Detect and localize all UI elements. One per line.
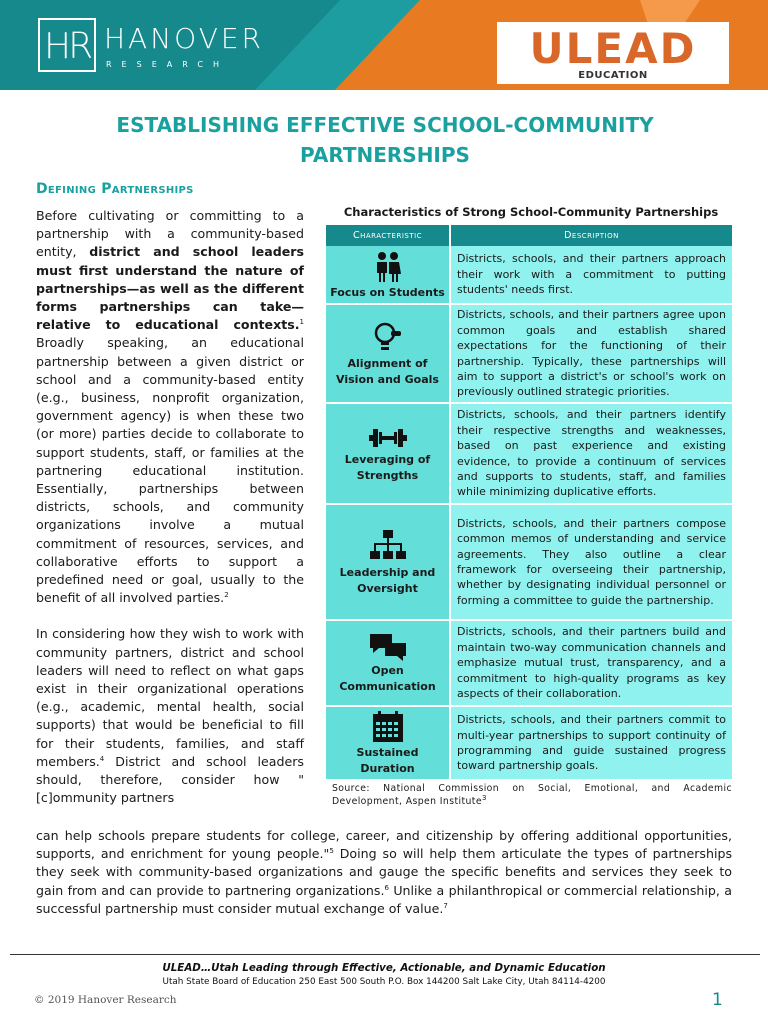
description-cell: Districts, schools, and their partners build and maintain two-way communication channels and emphasize mutual trust, transparency, and a commitment to high-quality programs as key aspects of their collaboration. [450, 620, 732, 706]
footnote-ref[interactable]: 6 [384, 883, 389, 892]
footer-address: Utah State Board of Education 250 East 500 South P.O. Box 144200 Salt Lake City, Utah 84114-4200 [162, 977, 606, 987]
footnote-ref[interactable]: 2 [224, 591, 229, 600]
table-row [326, 304, 732, 403]
dumbbell-icon [368, 426, 408, 450]
characteristic-cell [326, 706, 450, 780]
hanover-logo-letters: HR [44, 26, 91, 67]
table-title: Characteristics of Strong School-Community Partnerships [343, 205, 719, 219]
characteristic-label: Leveraging of Strengths [344, 452, 431, 482]
description-cell: Districts, schools, and their partners agree upon common goals and establish shared expectations for the functioning of their partnership. Typically, these partnerships will aim to support a district's or school's work on previously outlined strategic priorities. [450, 304, 732, 403]
characteristic-cell [326, 246, 450, 304]
section-heading: Defining Partnerships [36, 181, 194, 197]
paragraph-defining [36, 207, 304, 607]
lightbulb-icon [373, 322, 403, 354]
paragraph-text: District and school leaders should, therefore, consider how "[c]ommunity partners [36, 753, 304, 806]
paragraph-considering [36, 625, 304, 807]
paragraph-emphasis: district and school leaders must first understand the nature of partnerships—as well as the different forms partnerships can take—relative to educational contexts. [36, 244, 304, 333]
paragraph-text: Doing so will help them articulate the types of partnerships they seek with community-based organizations and gauge the specific benefits and services they seek to gain from and can provide to partnering organizations. [36, 846, 732, 898]
table-row [326, 246, 732, 304]
paragraph-text: Before cultivating or committing to a partnership with a community-based entity, [36, 208, 304, 260]
description-cell: Districts, schools, and their partners identify their respective strengths and weaknesses, based on past experience and existing evidence, to provide a continuum of services and supports to students, staff, and families while minimizing duplicative efforts. [450, 403, 732, 504]
copyright-notice: © 2019 Hanover Research [34, 994, 177, 1006]
calendar-icon [372, 711, 404, 743]
hanover-logo-subtitle: RESEARCH [106, 60, 229, 69]
footer-program-name: ULEAD…Utah Leading through Effective, Actionable, and Dynamic Education [162, 962, 606, 974]
table-row [326, 706, 732, 780]
column-header-description: Description [450, 225, 732, 246]
column-header-characteristic: Characteristic [326, 225, 450, 246]
characteristics-table [326, 225, 732, 781]
footer-divider [10, 954, 760, 955]
hanover-logo-mark [38, 18, 96, 72]
characteristic-label: Open Communication [339, 664, 436, 693]
characteristic-cell [326, 504, 450, 620]
paragraph-text: Broadly speaking, an educational partnership between a given district or school and a community-based entity (e.g., business, nonprofit organization, government agency) is when these two (or more) parties decide to collaborate to support students, staff, or families at the partnering educational institution. Essentially, partnerships between districts, schools, and community organizations involve a mutual commitment of resources, services, and collaborative efforts to support a predefined need or goal, usually to the benefit of all involved parties. [36, 335, 304, 606]
left-column [36, 207, 304, 826]
characteristic-cell [326, 304, 450, 403]
description-cell: Districts, schools, and their partners compose common memos of understanding and service agreements. They also outline a clear framework for overseeing their partnership, whether by designating individual personnel or forming a committee to guide the partnership. [450, 504, 732, 620]
paragraph-text: In considering how they wish to work with community partners, district and school leaders will need to reflect on what gaps exist in their organizational operations (e.g., academic, mental health, social supports) that would be beneficial to fill for their students, families, and staff members. [36, 626, 304, 769]
page-number: 1 [712, 990, 723, 1010]
ulead-logo-subtitle: EDUCATION [578, 70, 648, 81]
characteristic-label: Alignment of Vision and Goals [336, 356, 439, 386]
table-source [332, 782, 732, 808]
table-row [326, 403, 732, 504]
page-header [0, 0, 768, 90]
speech-bubbles-icon [369, 633, 407, 661]
paragraph-text: can help schools prepare students for college, career, and citizenship by offering additional opportunities, supports, and enrichment for young people." [36, 828, 732, 862]
footnote-ref[interactable]: 1 [299, 318, 304, 327]
ulead-logo [497, 22, 729, 84]
footnote-ref[interactable]: 4 [99, 754, 105, 763]
paragraph-continuation [36, 827, 732, 918]
footnote-ref[interactable]: 5 [329, 847, 334, 856]
hanover-logo [38, 18, 265, 74]
table-row [326, 504, 732, 620]
footnote-ref[interactable]: 7 [443, 901, 448, 910]
characteristic-label: Sustained Duration [356, 746, 419, 775]
description-cell: Districts, schools, and their partners commit to multi-year partnerships to support continuity of programming and guide sustained progress toward partnership goals. [450, 706, 732, 780]
footnote-ref[interactable]: 3 [481, 793, 487, 802]
students-icon [373, 251, 403, 283]
source-text: Source: National Commission on Social, Emotional, and Academic Development, Aspen Institute [332, 783, 732, 807]
table-header-row [326, 225, 732, 246]
paragraph-text: Unlike a philanthropical or commercial relationship, a successful partnership must consider mutual exchange of value. [36, 882, 732, 916]
table-row [326, 620, 732, 706]
org-chart-icon [370, 529, 406, 563]
characteristic-cell [326, 620, 450, 706]
characteristic-label: Leadership and Oversight [339, 566, 436, 595]
description-cell: Districts, schools, and their partners approach their work with a commitment to putting students' needs first. [450, 246, 732, 304]
hanover-logo-name: HANOVER [104, 22, 265, 55]
characteristic-cell [326, 403, 450, 504]
characteristic-label: Focus on Students [330, 285, 445, 299]
ulead-logo-name: ULEAD [529, 24, 697, 73]
page-title: ESTABLISHING EFFECTIVE SCHOOL-COMMUNITY PARTNERSHIPS [116, 113, 654, 167]
